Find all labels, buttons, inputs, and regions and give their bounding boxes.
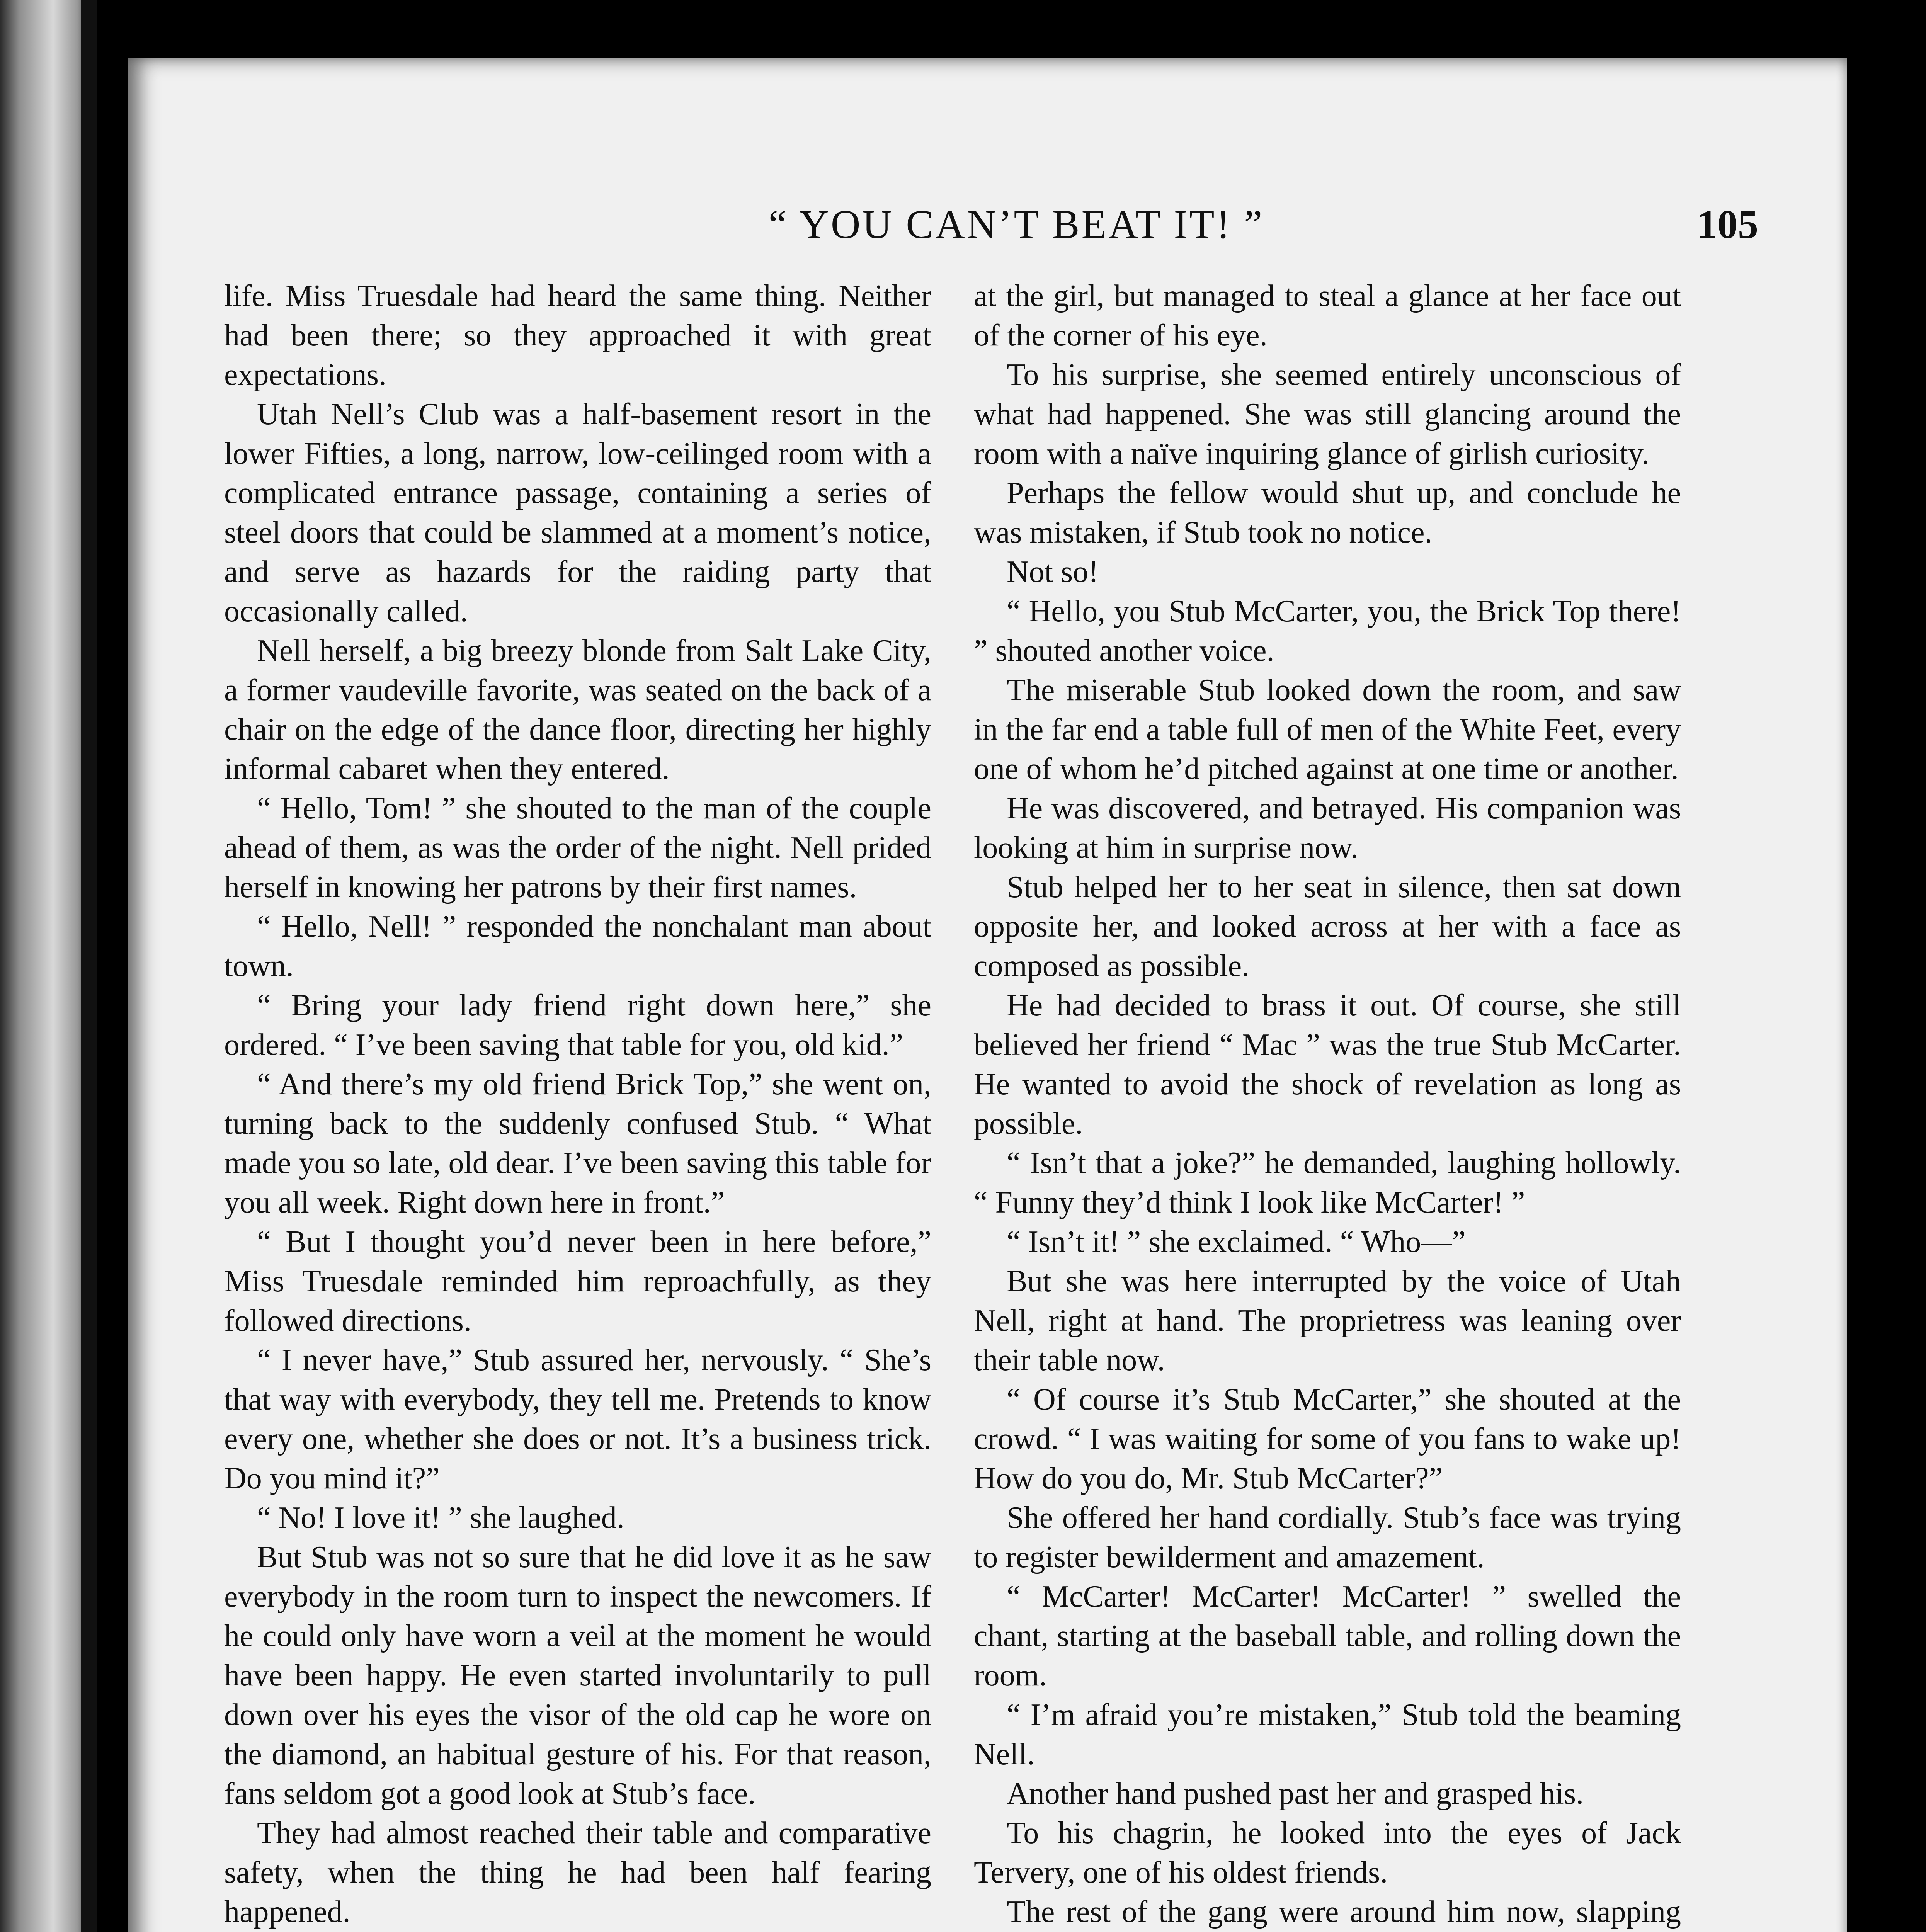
paragraph: The miserable Stub looked down the room, and saw in the far end a table full of men of the White Feet, every one of whom he’d pitched against at one time or another.	[974, 673, 1681, 786]
paragraph: But Stub was not so sure that he did love it as he saw everybody in the room turn to inspect the newcomers. If he could only have worn a veil at the moment he would have been happy. He even started involuntarily to pull down over his eyes the visor of the old cap he wore on the diamond, an habitual gesture of his. For that reason, fans seldom got a good look at Stub’s face.	[224, 1540, 931, 1811]
paragraph: “ Hello, Tom! ” she shouted to the man of the couple ahead of them, as was the order of the night. Nell prided herself in knowing her patrons by their first names.	[224, 791, 931, 904]
paragraph: To his chagrin, he looked into the eyes of Jack Tervery, one of his oldest friends.	[974, 1816, 1681, 1889]
left-column	[224, 276, 931, 1932]
paragraph: life. Miss Truesdale had heard the same thing. Neither had been there; so they approached it with great expectations.	[224, 279, 931, 392]
paragraph: Stub helped her to her seat in silence, then sat down opposite her, and looked across at her with a face as composed as possible.	[974, 870, 1681, 983]
paragraph: “ Isn’t it! ” she exclaimed. “ Who—”	[1007, 1225, 1466, 1259]
paragraph: He had decided to brass it out. Of course, she still believed her friend “ Mac ” was the true Stub McCarter. He wanted to avoid the shock of revelation as long as possible.	[974, 988, 1681, 1141]
paragraph: She offered her hand cordially. Stub’s face was trying to register bewilderment and amazement.	[974, 1501, 1681, 1574]
paragraph: “ Hello, you Stub McCarter, you, the Brick Top there! ” shouted another voice.	[974, 594, 1681, 668]
page-header	[128, 201, 1847, 255]
running-head: “ YOU CAN’T BEAT IT! ”	[768, 202, 1264, 247]
paragraph: But she was here interrupted by the voice of Utah Nell, right at hand. The proprietress was leaning over their table now.	[974, 1264, 1681, 1377]
paragraph: at the girl, but managed to steal a glance at her face out of the corner of his eye.	[974, 279, 1681, 352]
paragraph: “ And there’s my old friend Brick Top,” she went on, turning back to the suddenly confused Stub. “ What made you so late, old dear. I’ve been saving this table for you all week. Right down here in front.”	[224, 1067, 931, 1219]
paragraph: Nell herself, a big breezy blonde from Salt Lake City, a former vaudeville favorite, was seated on the back of a chair on the edge of the dance floor, directing her highly informal cabaret when they entered.	[224, 634, 931, 786]
paragraph: They had almost reached their table and comparative safety, when the thing he had been half fearing happened.	[224, 1816, 931, 1929]
paragraph: “ Isn’t that a joke?” he demanded, laughing hollowly. “ Funny they’d think I look like McCarter! ”	[974, 1146, 1681, 1219]
paragraph: To his surprise, she seemed entirely unconscious of what had happened. She was still glancing around the room with a naïve inquiring glance of girlish curiosity.	[974, 358, 1681, 471]
paragraph: “ Of course it’s Stub McCarter,” she shouted at the crowd. “ I was waiting for some of you fans to wake up! How do you do, Mr. Stub McCarter?”	[974, 1383, 1681, 1495]
paragraph: “ But I thought you’d never been in here before,” Miss Truesdale reminded him reproachfully, as they followed directions.	[224, 1225, 931, 1338]
book-page	[128, 58, 1847, 1932]
paragraph: “ McCarter! McCarter! McCarter! ” swelled the chant, starting at the baseball table, and rolling down the room.	[974, 1580, 1681, 1692]
paragraph: “ Hello, Nell! ” responded the nonchalant man about town.	[224, 910, 931, 983]
left-page-edge	[0, 0, 97, 1932]
paragraph: Utah Nell’s Club was a half-basement resort in the lower Fifties, a long, narrow, low-ceilinged room with a complicated entrance passage, containing a series of steel doors that could be slammed at a moment’s notice, and serve as hazards for the raiding party that occasionally called.	[224, 397, 931, 628]
right-column	[974, 276, 1681, 1932]
paragraph: Perhaps the fellow would shut up, and conclude he was mistaken, if Stub took no notice.	[974, 476, 1681, 549]
paragraph: “ I’m afraid you’re mistaken,” Stub told the beaming Nell.	[974, 1698, 1681, 1771]
page-gutter-shadow	[81, 0, 97, 1932]
page-number: 105	[1697, 202, 1758, 247]
paragraph: He was discovered, and betrayed. His companion was looking at him in surprise now.	[974, 791, 1681, 865]
paragraph: “ No! I love it! ” she laughed.	[257, 1501, 624, 1535]
paragraph: “ Bring your lady friend right down here,” she ordered. “ I’ve been saving that table for you, old kid.”	[224, 988, 931, 1062]
paragraph: Not so!	[1007, 555, 1099, 589]
paragraph: The rest of the gang were around him now, slapping	[1007, 1895, 1681, 1929]
paragraph: “ I never have,” Stub assured her, nervously. “ She’s that way with everybody, they tell me. Pretends to know every one, whether she does or not. It’s a business trick. Do you mind it?”	[224, 1343, 931, 1495]
paragraph: Another hand pushed past her and grasped his.	[1007, 1777, 1584, 1811]
